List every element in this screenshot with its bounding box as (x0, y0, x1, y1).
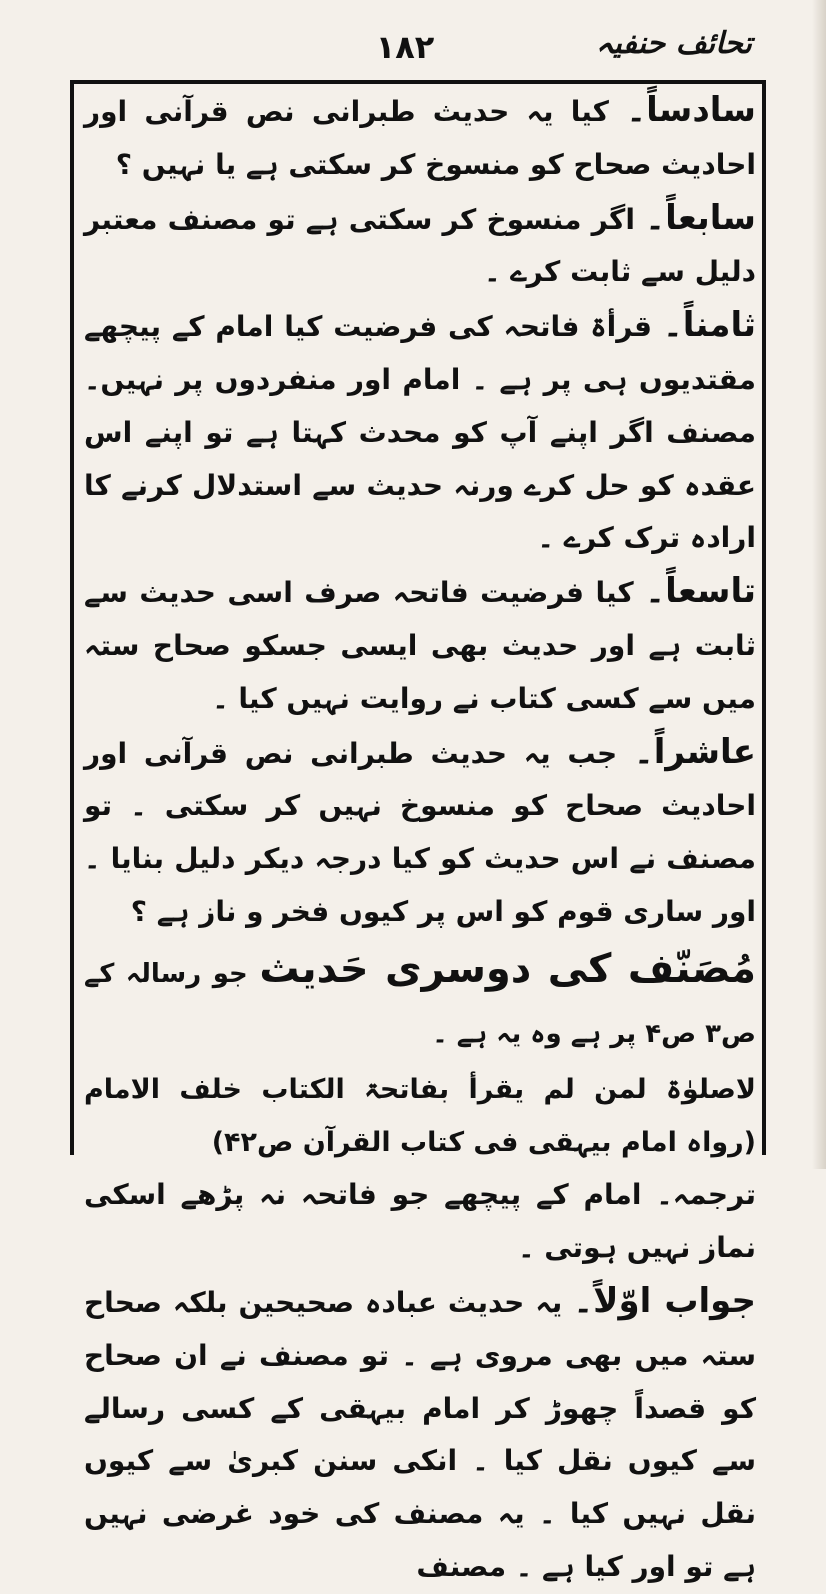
answer-text: یہ حدیث عبادہ صحیحین بلکہ صحاح ستہ میں بھی مروی ہے ۔ تو مصنف نے ان صحاح کو قصداً چھوڑ کر امام بیہقی کے کسی رسالے سے کیوں نقل کیا ۔ انکی سنن کبریٰ سے کیوں نقل نہیں کیا ۔ یہ مصنف کی خود غرضی نہیں ہے تو اور کیا ہے ۔ مصنف (84, 1285, 756, 1583)
section-heading-tail: جو رسالہ کے ص۳ ص۴ پر ہے وہ یہ ہے ۔ (84, 958, 756, 1049)
section-heading (84, 939, 756, 1064)
paragraph-seventh (84, 192, 756, 300)
paragraph-lead: ثامناً۔ (662, 305, 756, 346)
paragraph-text: کیا یہ حدیث طبرانی نص قرآنی اور احادیث صحاح کو منسوخ کر سکتی ہے یا نہیں ؟ (84, 95, 756, 181)
paragraph-lead: سابعاً۔ (645, 197, 756, 238)
paragraph-text: جب یہ حدیث طبرانی نص قرآنی اور احادیث صحاح کو منسوخ نہیں کر سکتی ۔ تو مصنف نے اس حدیث کو کیا درجہ دیکر دلیل بنایا ۔ اور ساری قوم کو اس پر کیوں فخر و ناز ہے ؟ (84, 736, 756, 928)
paragraph-ninth (84, 565, 756, 725)
page-number: ۱۸۲ (375, 28, 435, 66)
paragraph-sixth (84, 84, 756, 192)
page-body (84, 84, 756, 1594)
translation-label: ترجمہ۔ (656, 1178, 756, 1212)
translation-text: امام کے پیچھے جو فاتحہ نہ پڑھے اسکی نماز نہیں ہوتی ۔ (84, 1178, 756, 1265)
translation (84, 1169, 756, 1275)
answer-paragraph (84, 1275, 756, 1594)
paragraph-text: قرأۃ فاتحہ کی فرضیت کیا امام کے پیچھے مقتدیوں ہی پر ہے ۔ امام اور منفردوں پر نہیں۔ مصنف اگر اپنے آپ کو محدث کہتا ہے تو اپنے اس عقدہ کو حل کرے ورنہ حدیث سے استدلال کرنے کا ارادہ ترک کرے ۔ (84, 310, 756, 555)
paragraph-text: اگر منسوخ کر سکتی ہے تو مصنف معتبر دلیل سے ثابت کرے ۔ (84, 202, 756, 289)
paragraph-text: کیا فرضیت فاتحہ صرف اسی حدیث سے ثابت ہے اور حدیث بھی ایسی جسکو صحاح ستہ میں سے کسی کتاب نے روایت نہیں کیا ۔ (84, 576, 756, 715)
paragraph-eighth (84, 299, 756, 565)
answer-lead: جواب اوّلاً۔ (573, 1280, 756, 1321)
paragraph-lead: عاشراً۔ (633, 731, 756, 772)
page-edge (812, 0, 826, 1169)
book-title: تحائف حنفیہ (595, 26, 752, 61)
arabic-quote: لاصلوٰۃ لمن لم یقرأ بفاتحۃ الکتاب خلف الامام (رواہ امام بیہقی فی کتاب القرآن ص۴۲) (84, 1073, 756, 1158)
section-heading-title: مُصَنّف کی دوسری حَدیث (259, 945, 756, 992)
paragraph-tenth (84, 726, 756, 939)
paragraph-lead: سادساً۔ (626, 90, 756, 130)
paragraph-lead: تاسعاً۔ (645, 571, 756, 612)
